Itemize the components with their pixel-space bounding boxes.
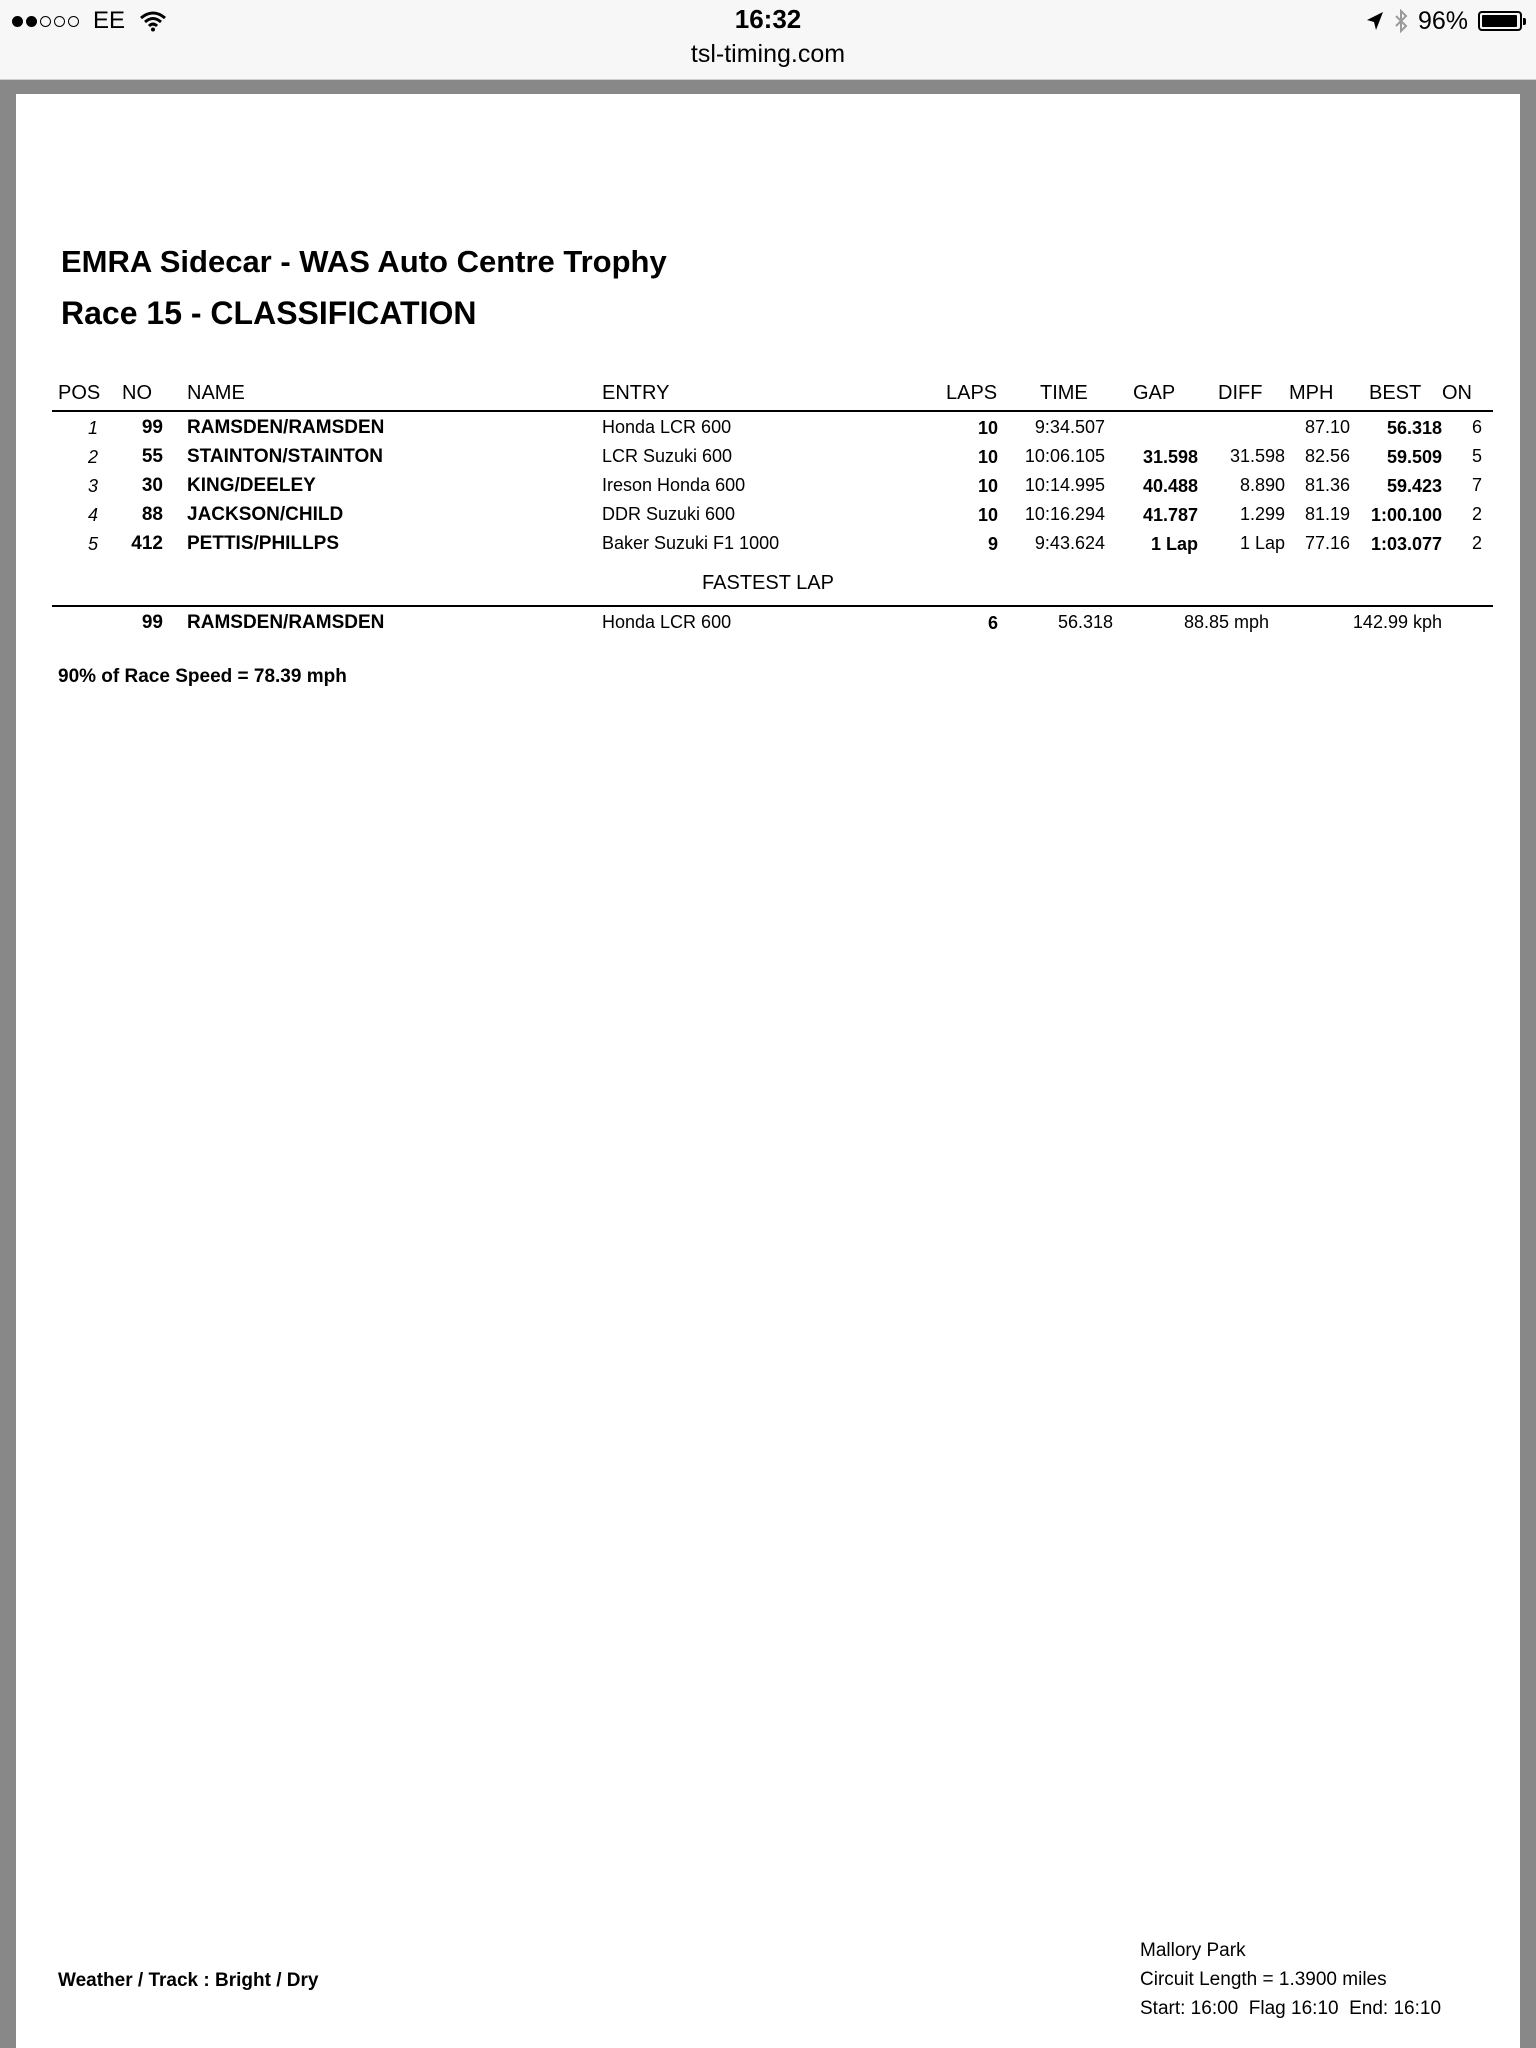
cell-no: 412 [131, 533, 163, 554]
cell-laps: 10 [977, 447, 998, 467]
cell-diff: 8.890 [1239, 475, 1285, 495]
table-row [16, 504, 1520, 532]
cell-on: 2 [1471, 533, 1482, 553]
cell-mph: 77.16 [1304, 533, 1350, 553]
col-header-diff: DIFF [1218, 382, 1263, 404]
col-header-time: TIME [1040, 382, 1088, 404]
cell-diff: 1 Lap [1239, 533, 1285, 553]
cell-best: 1:03.077 [1370, 534, 1442, 554]
table-row [16, 533, 1520, 561]
cell-name: RAMSDEN/RAMSDEN [187, 417, 385, 438]
cell-entry: Ireson Honda 600 [602, 475, 746, 495]
cell-time: 9:43.624 [1034, 533, 1105, 553]
table-row [16, 446, 1520, 474]
cell-on: 2 [1471, 504, 1482, 524]
cell-time: 10:06.105 [1024, 446, 1105, 466]
cell-name: STAINTON/STAINTON [187, 446, 383, 467]
cell-gap: 41.787 [1142, 505, 1198, 525]
col-header-pos: POS [58, 382, 101, 404]
table-row [16, 417, 1520, 445]
circuit-info [1140, 1936, 1441, 2023]
cell-on: 5 [1471, 446, 1482, 466]
cell-mph: 87.10 [1304, 417, 1350, 437]
cell-best: 1:00.100 [1370, 505, 1442, 525]
cell-gap: 31.598 [1142, 447, 1198, 467]
timing-sheet-page [16, 94, 1520, 2048]
battery-percentage: 96% [1417, 6, 1468, 35]
session-times: Start: 16:00 Flag 16:10 End: 16:10 [1140, 1998, 1442, 2019]
status-clock: 16:32 [734, 4, 802, 34]
cell-no: 55 [141, 446, 163, 467]
cell-name: JACKSON/CHILD [187, 504, 344, 525]
cell-entry: DDR Suzuki 600 [602, 504, 736, 524]
col-header-on: ON [1442, 382, 1472, 404]
cell-laps: 10 [977, 476, 998, 496]
status-right [1366, 6, 1522, 36]
cell-time: 9:34.507 [1034, 417, 1105, 437]
race-speed-note: 90% of Race Speed = 78.39 mph [58, 666, 347, 687]
cell-best: 59.509 [1386, 447, 1442, 467]
cell-no: 99 [141, 417, 163, 438]
cell-best: 56.318 [1386, 418, 1442, 438]
fastest-lap-mph: 88.85 mph [1183, 612, 1269, 632]
bluetooth-icon [1394, 9, 1408, 33]
col-header-gap: GAP [1133, 382, 1176, 404]
cell-entry: LCR Suzuki 600 [602, 446, 733, 466]
cell-on: 7 [1471, 475, 1482, 495]
cell-time: 10:14.995 [1024, 475, 1105, 495]
fastest-lap-kph: 142.99 kph [1352, 612, 1442, 632]
cell-pos: 5 [87, 534, 98, 554]
fastest-lap-heading: FASTEST LAP [702, 572, 834, 594]
cell-no: 88 [141, 504, 163, 525]
table-row [16, 475, 1520, 503]
cell-diff: 31.598 [1229, 446, 1285, 466]
col-header-best: BEST [1369, 382, 1422, 404]
circuit-name: Mallory Park [1140, 1940, 1246, 1961]
cell-best: 59.423 [1386, 476, 1442, 496]
cell-on: 6 [1471, 417, 1482, 437]
fastest-lap-no: 99 [141, 612, 163, 633]
battery-icon [1478, 11, 1522, 31]
fastest-lap-name: RAMSDEN/RAMSDEN [187, 612, 385, 633]
col-header-laps: LAPS [946, 382, 998, 404]
cell-pos: 4 [87, 505, 98, 525]
location-arrow-icon [1366, 11, 1384, 31]
col-header-name: NAME [187, 382, 245, 404]
col-header-entry: ENTRY [602, 382, 670, 404]
header-rule [52, 410, 1493, 412]
cell-pos: 2 [87, 447, 98, 467]
cell-laps: 9 [987, 534, 998, 554]
cell-diff: 1.299 [1239, 504, 1285, 524]
cell-time: 10:16.294 [1024, 504, 1105, 524]
fastest-lap-row [16, 612, 1520, 640]
cell-entry: Honda LCR 600 [602, 417, 732, 437]
browser-top-bar [0, 0, 1536, 80]
cell-gap: 40.488 [1142, 476, 1198, 496]
cell-mph: 81.36 [1304, 475, 1350, 495]
cell-mph: 82.56 [1304, 446, 1350, 466]
cell-laps: 10 [977, 418, 998, 438]
address-bar-url[interactable]: tsl-timing.com [690, 40, 846, 68]
carrier-name: EE [93, 7, 126, 34]
cell-entry: Baker Suzuki F1 1000 [602, 533, 780, 553]
race-title: Race 15 - CLASSIFICATION [61, 295, 477, 331]
cell-name: KING/DEELEY [187, 475, 316, 496]
fastest-lap-rule [52, 605, 1493, 607]
circuit-length: Circuit Length = 1.3900 miles [1140, 1969, 1387, 1990]
cell-name: PETTIS/PHILLPS [187, 533, 340, 554]
cell-no: 30 [141, 475, 163, 496]
col-header-mph: MPH [1289, 382, 1334, 404]
weather-track: Weather / Track : Bright / Dry [58, 1970, 319, 1991]
fastest-lap-on: 6 [987, 613, 998, 633]
cell-pos: 3 [87, 476, 98, 496]
event-title: EMRA Sidecar - WAS Auto Centre Trophy [61, 244, 667, 279]
cell-mph: 81.19 [1304, 504, 1350, 524]
cell-laps: 10 [977, 505, 998, 525]
cell-gap: 1 Lap [1150, 534, 1198, 554]
cell-pos: 1 [87, 418, 98, 438]
col-header-no: NO [122, 382, 152, 404]
fastest-lap-time: 56.318 [1057, 612, 1113, 632]
fastest-lap-entry: Honda LCR 600 [602, 612, 732, 632]
